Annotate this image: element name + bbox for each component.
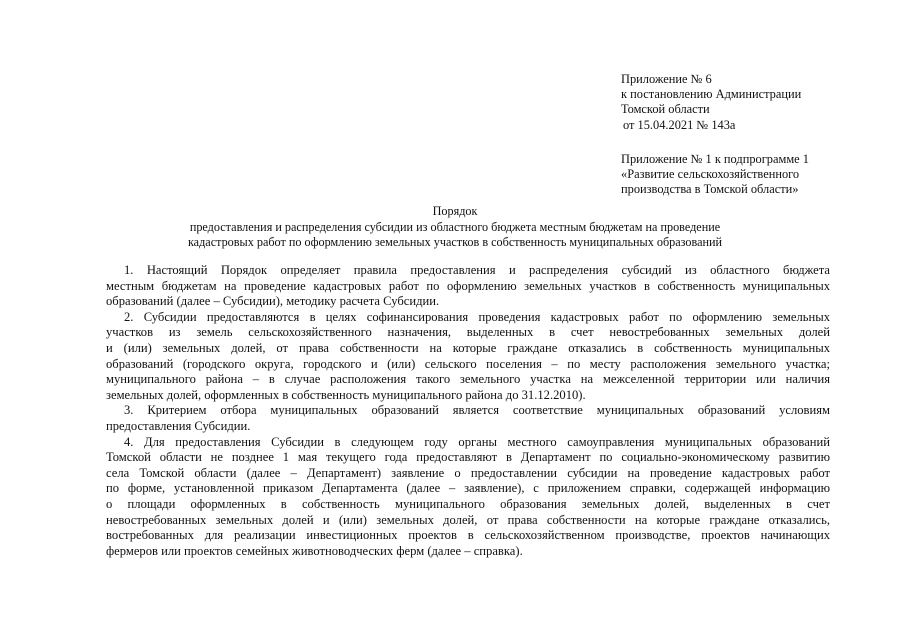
appendix-line: «Развитие сельскохозяйственного bbox=[621, 167, 800, 182]
text-line: 4. Для предоставления Субсидии в следующем году органы местного самоуправления муниципальных образований bbox=[124, 434, 830, 449]
appendix-line: от 15.04.2021 № 143а bbox=[623, 117, 736, 132]
paragraph-2 bbox=[106, 310, 830, 404]
text-line: фермеров или проектов семейных животноводческих ферм (далее – справка). bbox=[106, 543, 523, 558]
text-line: о площади оформленных в собственность муниципального образования земельных долей, выделенных в счет bbox=[106, 496, 830, 511]
text-line: образований (далее – Субсидии), методику расчета Субсидии. bbox=[106, 294, 440, 309]
text-line: муниципального района – в случае расположения такого земельного участка на межселенной территории или наличия bbox=[106, 372, 830, 387]
text-line: местным бюджетам на проведение кадастровых работ по оформлению земельных участков в собственность муниципальных bbox=[106, 278, 830, 293]
text-line: 3. Критерием отбора муниципальных образований является соответствие муниципальных образований условиям bbox=[124, 403, 830, 418]
text-line: земельных долей, оформленных в собственность муниципального района до 31.12.2010). bbox=[106, 387, 586, 402]
appendix-line: Томской области bbox=[621, 102, 710, 117]
text-line: участков из земель сельскохозяйственного назначения, выделенных в счет невостребованных земельных долей bbox=[106, 325, 830, 340]
paragraph-3 bbox=[106, 403, 830, 434]
text-line: по форме, установленной приказом Департамента (далее – заявление), с приложением справки, содержащей информацию bbox=[106, 481, 830, 496]
paragraph-1 bbox=[106, 263, 830, 310]
text-line: и (или) земельных долей, от права собственности на которые граждане отказались в собственность муниципальных bbox=[106, 340, 830, 355]
text-line: 1. Настоящий Порядок определяет правила предоставления и распределения субсидий из областного бюджета bbox=[124, 263, 830, 277]
appendix-line: производства в Томской области» bbox=[621, 182, 799, 197]
text-line: предоставления Субсидии. bbox=[106, 418, 251, 433]
text-line: невостребованных земельных долей и (или) земельных долей, от права собственности на которые граждане отказались, bbox=[106, 512, 830, 527]
appendix-line: Приложение № 1 к подпрограмме 1 bbox=[621, 151, 809, 166]
appendix-header bbox=[621, 72, 871, 197]
title-line: кадастровых работ по оформлению земельных участков в собственность муниципальных образований bbox=[187, 235, 723, 249]
text-line: 2. Субсидии предоставляются в целях софинансирования проведения кадастровых работ по оформлению земельных bbox=[124, 309, 830, 324]
text-line: образований (городского округа, городского и (или) сельского поселения – по месту расположения земельного участка; bbox=[106, 356, 830, 371]
spacer bbox=[621, 133, 871, 152]
text-line: Томской области не позднее 1 мая текущего года предоставляют в Департамент по социально-экономическому развитию bbox=[106, 450, 830, 465]
paragraph-4 bbox=[106, 435, 830, 560]
appendix-line: к постановлению Администрации bbox=[621, 87, 802, 102]
text-line: села Томской области (далее – Департамент) заявление о предоставлении субсидии на проведение кадастровых работ bbox=[106, 465, 830, 480]
appendix-line: Приложение № 6 bbox=[621, 72, 712, 86]
document-title bbox=[90, 204, 820, 250]
title-line: предоставления и распределения субсидии из областного бюджета местным бюджетам на проведение bbox=[189, 220, 721, 234]
document-body bbox=[106, 263, 830, 559]
text-line: востребованных для реализации инвестиционных проектов в сельскохозяйственном производстве, проектов начинающих bbox=[106, 528, 830, 543]
title-heading: Порядок bbox=[432, 204, 478, 218]
